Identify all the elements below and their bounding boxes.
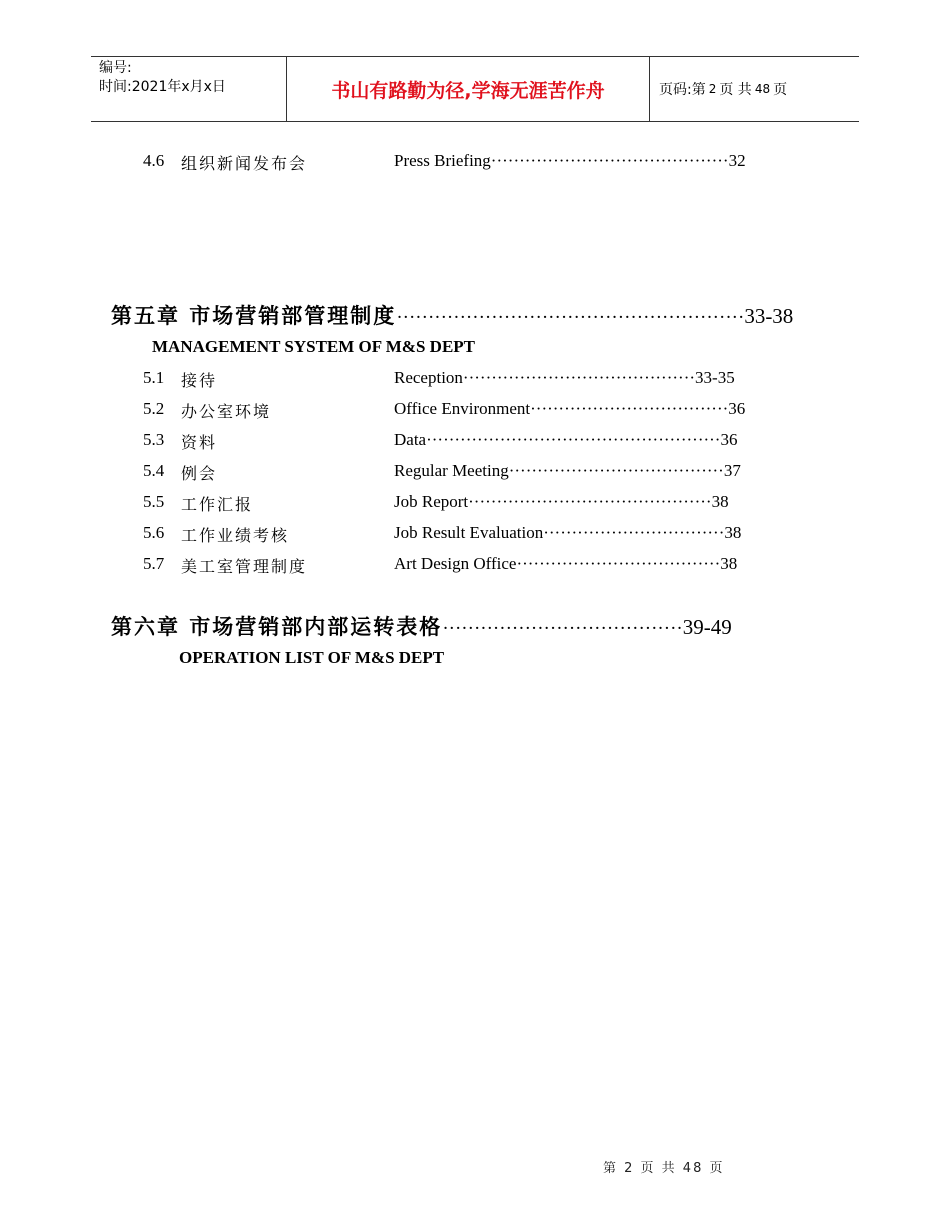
toc-entry-chinese-title: 工作汇报 (181, 495, 254, 514)
header-motto: 书山有路勤为径,学海无涯苦作舟 (287, 57, 650, 121)
toc-entry-english-title: Reception·········································33-35 (394, 368, 735, 387)
page-middle: 页 共 (719, 82, 752, 98)
toc-entry-english-title: Art Design Office····································38 (394, 554, 738, 573)
chapter-title: 第六章 市场营销部内部运转表格 (111, 615, 443, 639)
leader-dots: ······················································· (396, 307, 745, 328)
toc-entry-english-title: Press Briefing··········································32 (394, 151, 746, 170)
page-current: 2 (708, 82, 717, 96)
toc-entry[interactable] (0, 397, 950, 421)
toc-entry[interactable] (0, 366, 950, 390)
toc-entry[interactable] (0, 490, 950, 514)
leader-dots: ······································ (442, 618, 683, 639)
toc-entry-chinese-title: 例会 (181, 464, 218, 483)
toc-entry-chinese-title: 组织新闻发布会 (181, 154, 308, 173)
toc-entry-number: 5.1 (143, 368, 165, 387)
toc-entry-number: 5.2 (143, 399, 165, 418)
toc-entry-number: 5.3 (143, 430, 165, 449)
document-number-label: 编号: (99, 60, 132, 76)
chapter-english-title: MANAGEMENT SYSTEM OF M&S DEPT (152, 337, 476, 356)
toc-entry-english-title: Regular Meeting······································37 (394, 461, 741, 480)
page-header (91, 56, 859, 122)
header-page-info (650, 57, 859, 121)
toc-entry[interactable] (0, 149, 950, 173)
toc-entry[interactable] (0, 428, 950, 452)
toc-entry-number: 5.4 (143, 461, 165, 480)
chapter-heading[interactable] (111, 611, 732, 641)
toc-entry-english-title: Office Environment···································36 (394, 399, 746, 418)
toc-entry-chinese-title: 接待 (181, 371, 218, 390)
page-footer: 第 2 页 共 48 页 (603, 1161, 725, 1176)
chapter-english-title: OPERATION LIST OF M&S DEPT (179, 648, 445, 667)
toc-entry-english-title: Job Result Evaluation································38 (394, 523, 742, 542)
chapter-pages: 33-38 (744, 304, 794, 328)
page-total: 48 (754, 82, 771, 96)
leader-dots: ·········································· (490, 151, 729, 170)
toc-entry-number: 4.6 (143, 151, 165, 170)
toc-entry[interactable] (0, 459, 950, 483)
page-suffix: 页 (773, 82, 788, 98)
toc-entry-number: 5.5 (143, 492, 165, 511)
toc-entry-chinese-title: 美工室管理制度 (181, 557, 308, 576)
page-prefix: 页码:第 (659, 82, 706, 98)
chapter-title: 第五章 市场营销部管理制度 (111, 304, 397, 328)
toc-entry-pages: 32 (728, 151, 746, 170)
toc-entry[interactable] (0, 552, 950, 576)
toc-entry-chinese-title: 办公室环境 (181, 402, 272, 421)
toc-entry-english-title: Data····················································36 (394, 430, 738, 449)
document-time-label: 时间:2021年x月x日 (99, 79, 226, 95)
toc-entry-english-title: Job Report···········································38 (394, 492, 729, 511)
header-meta-cell (91, 57, 287, 121)
toc-entry[interactable] (0, 521, 950, 545)
toc-entry-chinese-title: 工作业绩考核 (181, 526, 290, 545)
toc-entry-number: 5.7 (143, 554, 165, 573)
chapter-heading[interactable] (111, 300, 793, 330)
toc-entry-number: 5.6 (143, 523, 165, 542)
toc-entry-chinese-title: 资料 (181, 433, 218, 452)
chapter-pages: 39-49 (682, 615, 732, 639)
